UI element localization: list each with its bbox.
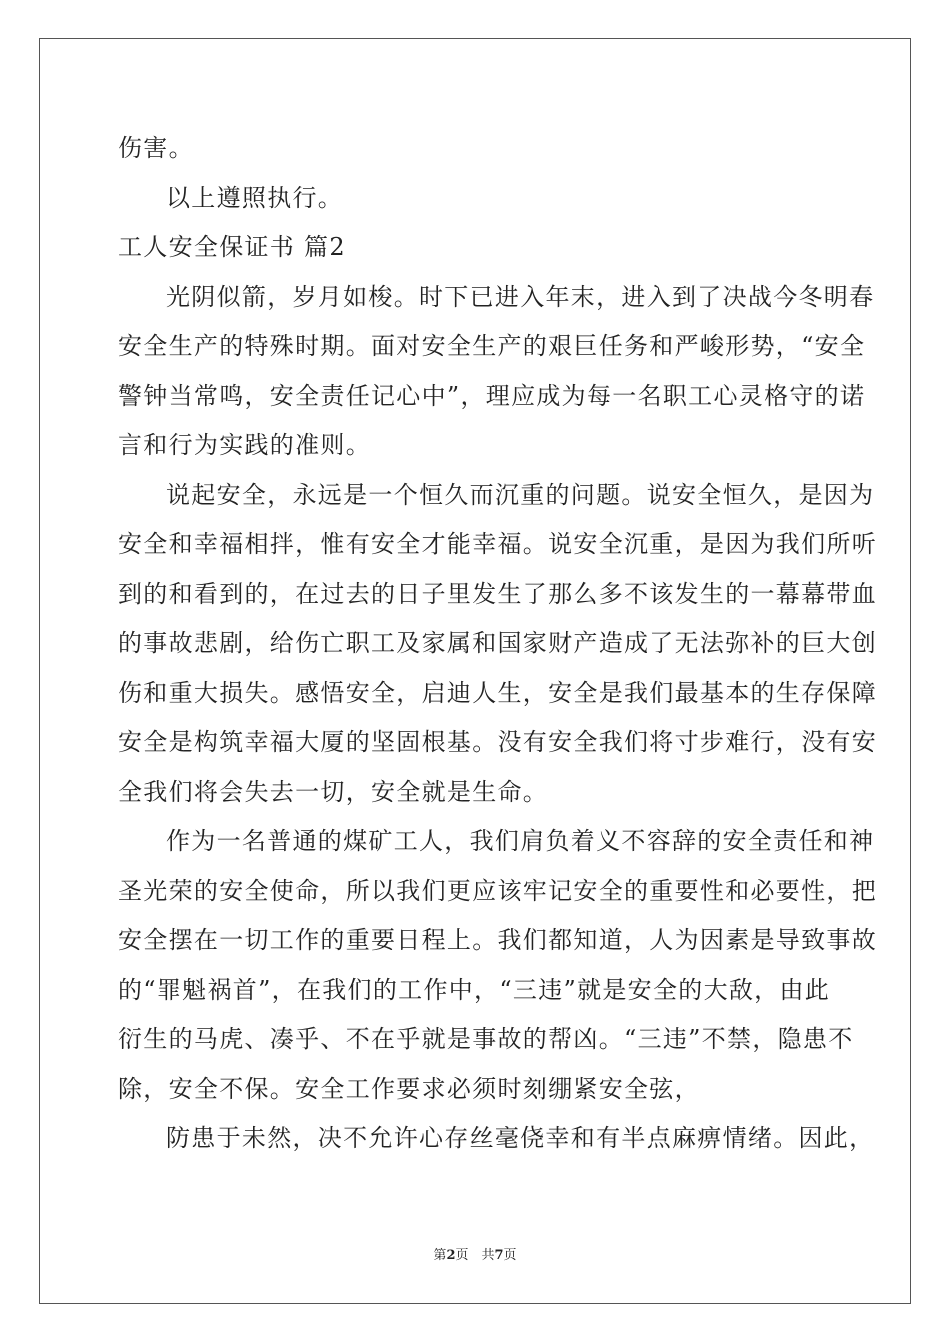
section-heading: 工人安全保证书 篇2 <box>118 233 346 261</box>
text-line: 到的和看到的，在过去的日子里发生了那么多不该发生的一幕幕带血 <box>118 579 877 608</box>
text-line: 的事故悲剧，给伤亡职工及家属和国家财产造成了无法弥补的巨大创 <box>118 629 877 657</box>
text-line: 全我们将会失去一切，安全就是生命。 <box>118 777 549 806</box>
text-line: 圣光荣的安全使命，所以我们更应该牢记安全的重要性和必要性，把 <box>118 876 877 905</box>
text-line: 安全是构筑幸福大厦的坚固根基。没有安全我们将寸步难行，没有安 <box>118 728 877 756</box>
text-line: 伤和重大损失。感悟安全，启迪人生，安全是我们最基本的生存保障 <box>118 678 877 707</box>
text-line: 光阴似箭，岁月如梭。时下已进入年末，进入到了决战今冬明春 <box>166 282 875 311</box>
text-line: 衍生的马虎、凑乎、不在乎就是事故的帮凶。“三违”不禁，隐患不 <box>118 1025 854 1053</box>
text-line: 以上遵照执行。 <box>166 183 344 212</box>
current-page-number: 2 <box>446 1248 456 1263</box>
text-line: 作为一名普通的煤矿工人，我们肩负着义不容辞的安全责任和神 <box>166 827 875 855</box>
text-line: 说起安全，永远是一个恒久而沉重的问题。说安全恒久，是因为 <box>166 480 875 509</box>
text-line: 伤害。 <box>118 134 194 162</box>
text-line: 警钟当常鸣，安全责任记心中”，理应成为每一名职工心灵格守的诺 <box>118 381 866 410</box>
text-line: 安全摆在一切工作的重要日程上。我们都知道，人为因素是导致事故 <box>118 926 877 954</box>
page-mid: 页 共 <box>455 1248 495 1263</box>
page-footer <box>0 1246 950 1266</box>
text-line: 言和行为实践的准则。 <box>118 431 371 459</box>
total-page-number: 7 <box>494 1248 504 1263</box>
text-line: 的“罪魁祸首”，在我们的工作中，“三违”就是安全的大敌，由此 <box>118 975 831 1004</box>
page-suffix: 页 <box>503 1248 517 1263</box>
text-line: 安全生产的特殊时期。面对安全生产的艰巨任务和严峻形势，“安全 <box>118 332 866 360</box>
text-line: 防患于未然，决不允许心存丝毫侥幸和有半点麻痹情绪。因此， <box>166 1124 875 1152</box>
document-body <box>118 124 877 1164</box>
text-line: 除，安全不保。安全工作要求必须时刻绷紧安全弦， <box>118 1074 700 1103</box>
page-prefix: 第 <box>433 1248 447 1263</box>
text-line: 安全和幸福相拌，惟有安全才能幸福。说安全沉重，是因为我们所听 <box>118 530 877 558</box>
